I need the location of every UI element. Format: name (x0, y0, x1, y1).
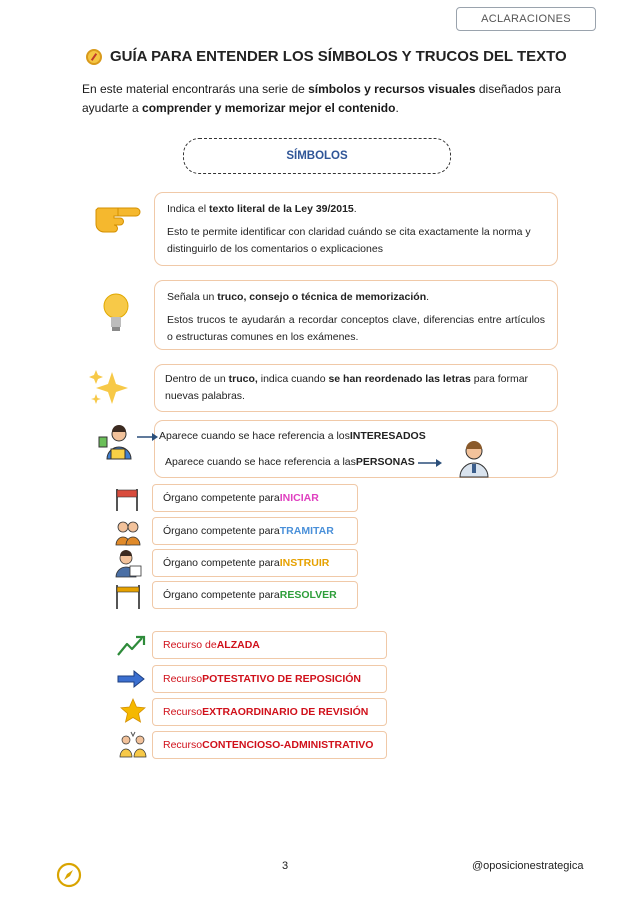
organo-word-iniciar: INICIAR (279, 492, 319, 504)
organo-prefix: Órgano competente para (163, 525, 280, 537)
aclaraciones-tag: ACLARACIONES (456, 7, 596, 31)
recurso-contencioso (152, 731, 387, 759)
intro-text: diseñados para ayudarte a (82, 82, 561, 115)
recurso-word-revision: EXTRAORDINARIO DE REVISIÓN (202, 706, 369, 718)
recurso-prefix: Recurso (163, 739, 203, 751)
recurso-prefix: Recurso (163, 673, 203, 685)
organo-instruir (152, 549, 358, 577)
page-number: 3 (282, 860, 289, 872)
recurso-word-reposicion: POTESTATIVO DE REPOSICIÓN (202, 673, 361, 685)
organo-prefix: Órgano competente para (163, 492, 280, 504)
organo-prefix: Órgano competente para (163, 557, 280, 569)
organo-resolver (152, 581, 358, 609)
recurso-reposicion (152, 665, 387, 693)
start-banner-icon (114, 486, 140, 512)
compass-icon (86, 49, 102, 65)
card-description: Estos trucos te ayudarán a recordar conceptos clave, diferencias entre artículos o estructuras comunes en los exámenes. (167, 314, 545, 343)
personas-person-icon (455, 439, 493, 479)
intro-bold: símbolos y recursos visuales (308, 82, 476, 96)
pointing-hand-icon (94, 196, 142, 236)
workers-icon (114, 518, 142, 546)
intro-bold: comprender y memorizar mejor el contenido (142, 101, 396, 115)
recurso-prefix: Recurso (163, 706, 203, 718)
simbolos-section-label: SÍMBOLOS (183, 138, 451, 174)
personas-line (165, 454, 444, 471)
arrow-right-icon (418, 458, 444, 468)
organo-word-resolver: RESOLVER (279, 589, 337, 601)
intro-text: . (395, 101, 399, 115)
personas-text: Aparece cuando se hace referencia a las (165, 456, 356, 468)
card-reordenado (154, 364, 558, 412)
organo-prefix: Órgano competente para (163, 589, 280, 601)
judges-icon (118, 730, 148, 758)
compass-logo-icon (56, 862, 82, 888)
recurso-word-contencioso: CONTENCIOSO-ADMINISTRATIVO (202, 739, 374, 751)
lightbulb-icon (100, 290, 132, 336)
recurso-prefix: Recurso de (163, 639, 217, 651)
organo-tramitar (152, 517, 358, 545)
interesados-person-icon (96, 422, 136, 462)
instructor-icon (114, 550, 142, 578)
card-description: Esto te permite identificar con claridad cuándo se cita exactamente la norma y distinguirlo de los comentarios o explicaciones (167, 226, 531, 255)
organo-iniciar (152, 484, 358, 512)
card-line: Dentro de un truco, indica cuando se han reordenado las letras para formar nuevas palabras. (165, 373, 529, 402)
page-title (86, 48, 586, 65)
organo-word-tramitar: TRAMITAR (279, 525, 334, 537)
card-interesados-personas (154, 420, 558, 478)
page-title-text: GUÍA PARA ENTENDER LOS SÍMBOLOS Y TRUCOS DEL TEXTO (110, 48, 567, 65)
trend-up-icon (116, 634, 146, 658)
sparkles-icon (88, 368, 132, 408)
personas-bold: PERSONAS (355, 456, 415, 468)
recurso-word-alzada: ALZADA (216, 639, 260, 651)
card-truco (154, 280, 558, 350)
interesados-bold: INTERESADOS (349, 430, 426, 442)
arrow-right-icon (137, 432, 159, 442)
intro-text: En este material encontrarás una serie de (82, 82, 309, 96)
card-line: Señala un truco, consejo o técnica de memorización. (167, 291, 430, 303)
card-line: Indica el texto literal de la Ley 39/2015. (167, 203, 357, 215)
intro-paragraph (82, 80, 562, 118)
card-texto-literal (154, 192, 558, 266)
organo-word-instruir: INSTRUIR (279, 557, 330, 569)
footer-handle: @oposicionestrategica (472, 860, 584, 872)
interesados-line (137, 428, 426, 445)
recurso-revision (152, 698, 387, 726)
arrow-right-icon (116, 668, 146, 690)
recurso-alzada (152, 631, 387, 659)
interesados-text: Aparece cuando se hace referencia a los (159, 430, 350, 442)
star-icon (120, 698, 146, 724)
finish-banner-icon (114, 582, 142, 610)
